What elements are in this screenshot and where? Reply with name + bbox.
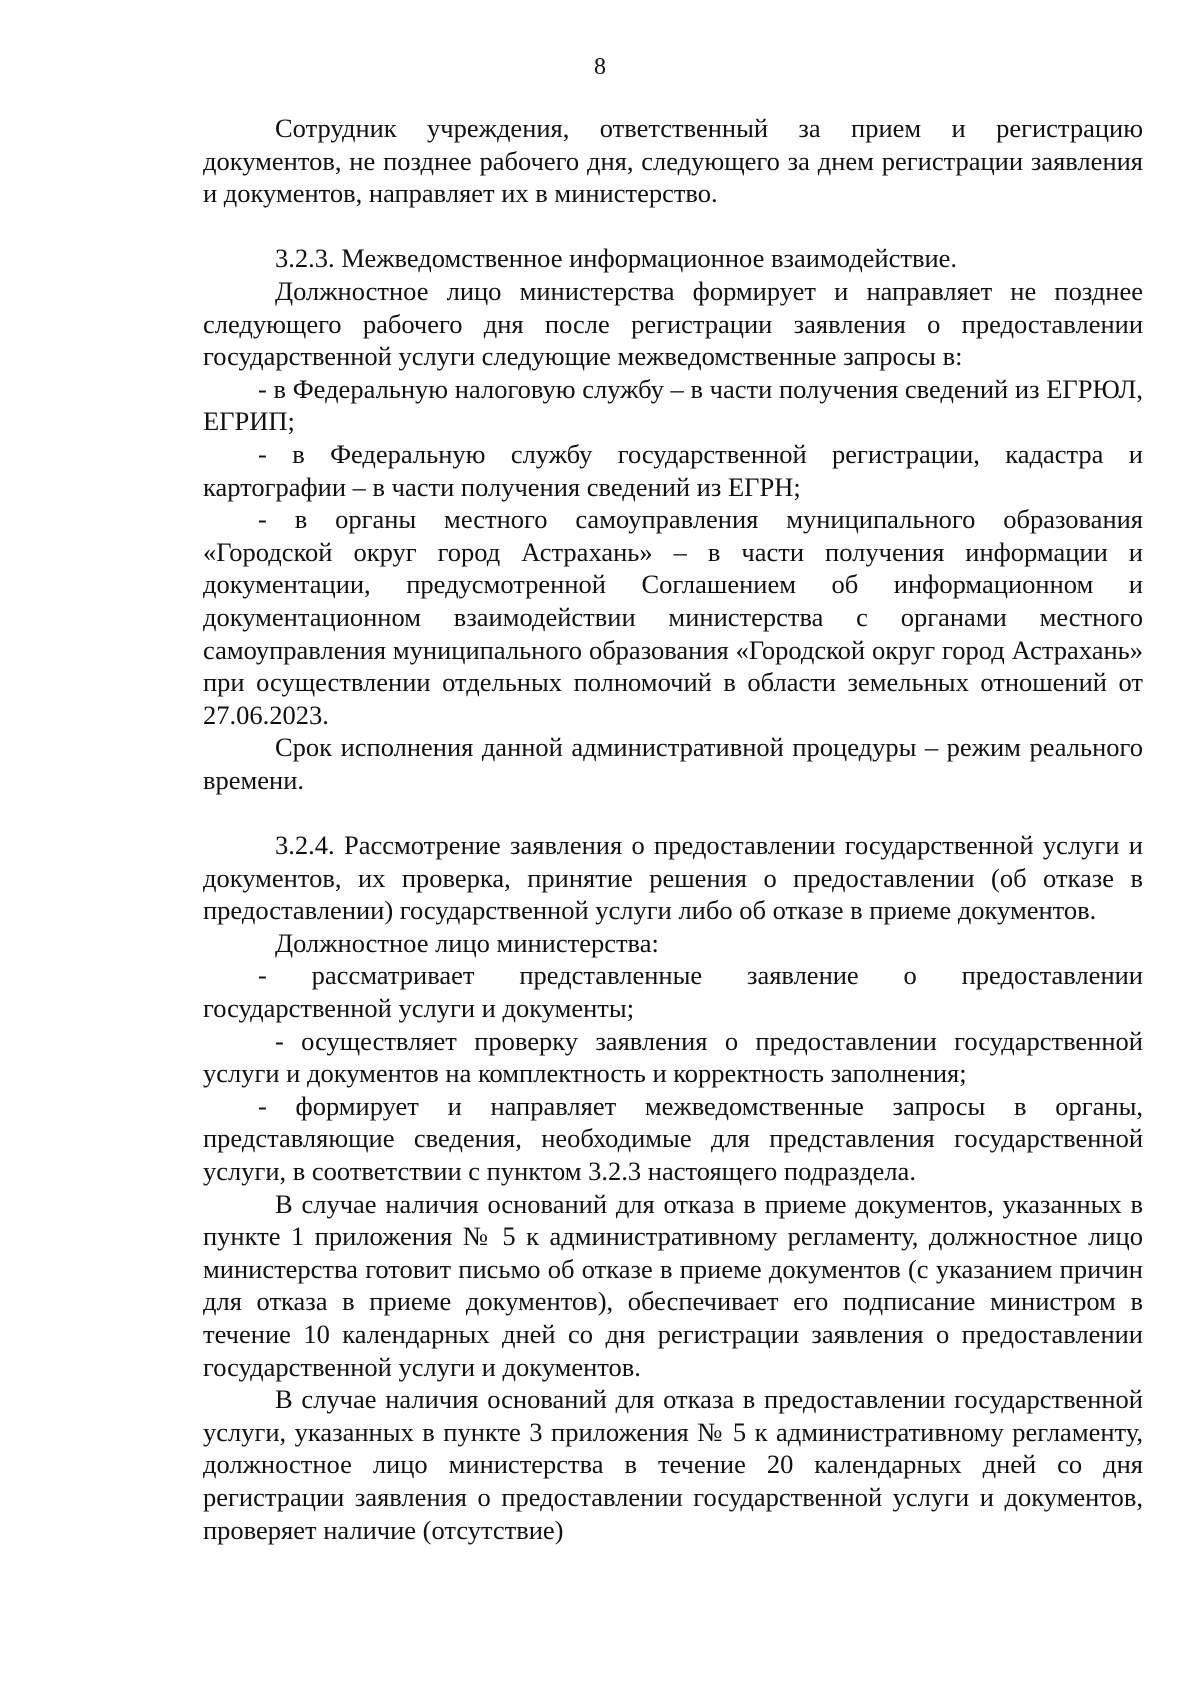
document-body <box>203 112 1143 1546</box>
paragraph-refusal-acceptance: В случае наличия оснований для отказа в приеме документов, указанных в пункте 1 приложения № 5 к административному регламенту, должностное лицо министерства готовит письмо об отказе в приеме документов (с указанием причин для отказа в приеме документов), обеспечивает его подписание министром в течение 10 календарных дней со дня регистрации заявления о предоставлении государственной услуги и документов. <box>203 1188 1143 1382</box>
list-item-local-government: - в органы местного самоуправления муниципального образования «Городской округ город Астрахань» – в части получения информации и документации, предусмотренной Соглашением об информационном и документационном взаимодействии министерства с органами местного самоуправления муниципального образования «Городской округ город Астрахань» при осуществлении отдельных полномочий в области земельных отношений от 27.06.2023. <box>203 504 1143 730</box>
paragraph-interagency-requests: Должностное лицо министерства формирует и направляет не позднее следующего рабочего дня после регистрации заявления о предоставлении государственной услуги следующие межведомственные запросы в: <box>203 275 1143 372</box>
section-heading-3-2-4: 3.2.4. Рассмотрение заявления о предоставлении государственной услуги и документов, их проверка, принятие решения о предоставлении (об отказе в предоставлении) государственной услуги либо об отказе в приеме документов. <box>203 830 1143 926</box>
list-item-reviews-application: - рассматривает представленные заявление о предоставлении государственной услуги и документы; <box>203 960 1143 1024</box>
page-number: 8 <box>594 54 606 80</box>
list-item-checks-completeness: - осуществляет проверку заявления о предоставлении государственной услуги и документов на комплектность и корректность заполнения; <box>203 1025 1143 1089</box>
paragraph-procedure-deadline: Срок исполнения данной административной процедуры – режим реального времени. <box>203 732 1143 795</box>
list-item-registration-service: - в Федеральную службу государственной регистрации, кадастра и картографии – в части получения сведений из ЕГРН; <box>203 438 1143 502</box>
paragraph-forwarding-documents: Сотрудник учреждения, ответственный за прием и регистрацию документов, не позднее рабочего дня, следующего за днем регистрации заявления и документов, направляет их в министерство. <box>203 113 1143 209</box>
list-item-tax-service: - в Федеральную налоговую службу – в части получения сведений из ЕГРЮЛ, ЕГРИП; <box>203 373 1143 437</box>
paragraph-refusal-service: В случае наличия оснований для отказа в предоставлении государственной услуги, указанных в пункте 3 приложения № 5 к административному регламенту, должностное лицо министерства в течение 20 календарных дней со дня регистрации заявления о предоставлении государственной услуги и документов, проверяет наличие (отсутствие) <box>203 1384 1143 1545</box>
list-item-forms-requests: - формирует и направляет межведомственные запросы в органы, представляющие сведения, необходимые для представления государственной услуги, в соответствии с пунктом 3.2.3 настоящего подраздела. <box>203 1090 1143 1186</box>
paragraph-official-duties-intro: Должностное лицо министерства: <box>275 927 659 958</box>
section-heading-3-2-3: 3.2.3. Межведомственное информационное взаимодействие. <box>275 243 958 274</box>
